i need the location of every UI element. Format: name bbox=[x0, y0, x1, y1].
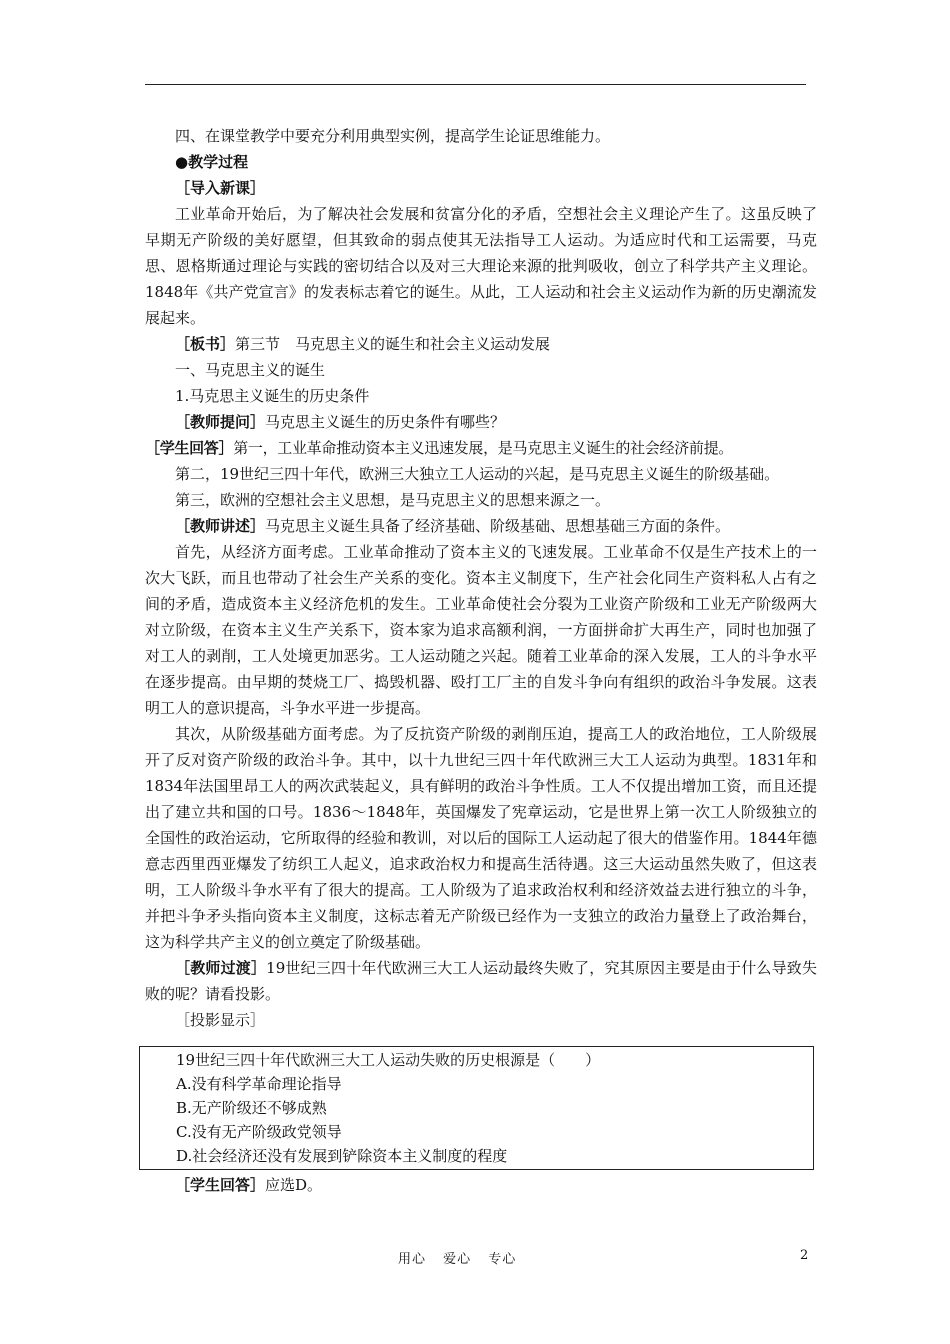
page-number: 2 bbox=[800, 1248, 809, 1263]
option-c: C.没有无产阶级政党领导 bbox=[176, 1123, 342, 1141]
label-answer: ［学生回答］ bbox=[175, 1176, 266, 1194]
label-projection: ［投影显示］ bbox=[175, 1011, 266, 1029]
paragraph-second: 第二，19世纪三四十年代，欧洲三大独立工人运动的兴起，是马克思主义诞生的阶级基础。 bbox=[175, 465, 780, 483]
paragraph-teaching-point: 四、在课堂教学中要充分利用典型实例，提高学生论证思维能力。 bbox=[175, 127, 611, 145]
paragraph-teacher-narration bbox=[145, 513, 817, 539]
label-teacher-question: ［教师提问］ bbox=[175, 413, 266, 431]
label-teacher-transition: ［教师过渡］ bbox=[175, 959, 267, 977]
teacher-transition-text: 19世纪三四十年代欧洲三大工人运动最终失败了，究其原因主要是由于什么导致失败的呢？请看投影。 bbox=[145, 959, 817, 1003]
paragraph-economic: 首先，从经济方面考虑。工业革命推动了资本主义的飞速发展。工业革命不仅是生产技术上的一次大飞跃，而且也带动了社会生产关系的变化。资本主义制度下，生产社会化同生产资料私人占有之间的矛盾，造成资本主义经济危机的发生。工业革命使社会分裂为工业资产阶级和工业无产阶级两大对立阶级，在资本主义生产关系下，资本家为追求高额利润，一方面拼命扩大再生产，同时也加强了对工人的剥削，工人处境更加恶劣。工人运动随之兴起。随着工业革命的深入发展，工人的斗争水平在逐步提高。由早期的焚烧工厂、捣毁机器、殴打工厂主的自发斗争向有组织的政治斗争发展。这表明工人的意识提高，斗争水平进一步提高。 bbox=[145, 543, 817, 717]
board-text: 第三节 马克思主义的诞生和社会主义运动发展 bbox=[235, 335, 551, 353]
label-teacher-narration: ［教师讲述］ bbox=[175, 517, 266, 535]
label-board: ［板书］ bbox=[175, 335, 236, 353]
label-student-answer: ［学生回答］ bbox=[145, 439, 234, 457]
paragraph-board bbox=[145, 331, 817, 357]
option-a: A.没有科学革命理论指导 bbox=[176, 1075, 342, 1093]
teacher-question-text: 马克思主义诞生的历史条件有哪些？ bbox=[265, 413, 506, 431]
question-text: 19世纪三四十年代欧洲三大工人运动失败的历史根源是（ ） bbox=[176, 1051, 601, 1069]
option-b: B.无产阶级还不够成熟 bbox=[176, 1099, 327, 1117]
paragraph-intro: 工业革命开始后，为了解决社会发展和贫富分化的矛盾，空想社会主义理论产生了。这虽反映了早期无产阶级的美好愿望，但其致命的弱点使其无法指导工人运动。为适应时代和工运需要，马克思、恩格斯通过理论与实践的密切结合以及对三大理论来源的批判吸收，创立了科学共产主义理论。1848年《共产党宣言》的发表标志着它的诞生。从此，工人运动和社会主义运动作为新的历史潮流发展起来。 bbox=[145, 205, 817, 327]
question-box bbox=[139, 1046, 814, 1170]
section-heading-teaching-process: ●教学过程 bbox=[175, 153, 249, 171]
paragraph-student-answer bbox=[145, 435, 817, 461]
label-intro: ［导入新课］ bbox=[175, 179, 266, 197]
teacher-narration-text: 马克思主义诞生具备了经济基础、阶级基础、思想基础三方面的条件。 bbox=[265, 517, 731, 535]
paragraph-class-basis: 其次，从阶级基础方面考虑。为了反抗资产阶级的剥削压迫，提高工人的政治地位，工人阶级展开了反对资产阶级的政治斗争。其中，以十九世纪三四十年代欧洲三大工人运动为典型。1831年和1834年法国里昂工人的两次武装起义，具有鲜明的政治斗争性质。工人不仅提出增加工资，而且还提出了建立共和国的口号。1836～1848年，英国爆发了宪章运动，它是世界上第一次工人阶级独立的全国性的政治运动，它所取得的经验和教训，对以后的国际工人运动起了很大的借鉴作用。1844年德意志西里西亚爆发了纺织工人起义，追求政治权力和提高生活待遇。这三大运动虽然失败了，但这表明，工人阶级斗争水平有了很大的提高。工人阶级为了追求政治权利和经济效益去进行独立的斗争，并把斗争矛头指向资本主义制度，这标志着无产阶级已经作为一支独立的政治力量登上了政治舞台，这为科学共产主义的创立奠定了阶级基础。 bbox=[145, 725, 817, 951]
answer-paragraph bbox=[145, 1172, 817, 1198]
option-d: D.社会经济还没有发展到铲除资本主义制度的程度 bbox=[176, 1147, 508, 1165]
heading-part-one: 一、马克思主义的诞生 bbox=[175, 361, 326, 379]
student-answer-text: 第一，工业革命推动资本主义迅速发展，是马克思主义诞生的社会经济前提。 bbox=[233, 439, 734, 457]
paragraph-teacher-question bbox=[145, 409, 817, 435]
paragraph-teacher-transition bbox=[145, 955, 817, 1007]
document-body bbox=[145, 123, 817, 1033]
header-rule bbox=[145, 84, 806, 85]
paragraph-third: 第三，欧洲的空想社会主义思想，是马克思主义的思想来源之一。 bbox=[175, 491, 611, 509]
footer-motto: 用心 爱心 专心 bbox=[398, 1252, 517, 1267]
answer-text: 应选D。 bbox=[265, 1176, 323, 1194]
answer-line bbox=[145, 1172, 817, 1198]
heading-conditions: 1.马克思主义诞生的历史条件 bbox=[175, 387, 370, 405]
